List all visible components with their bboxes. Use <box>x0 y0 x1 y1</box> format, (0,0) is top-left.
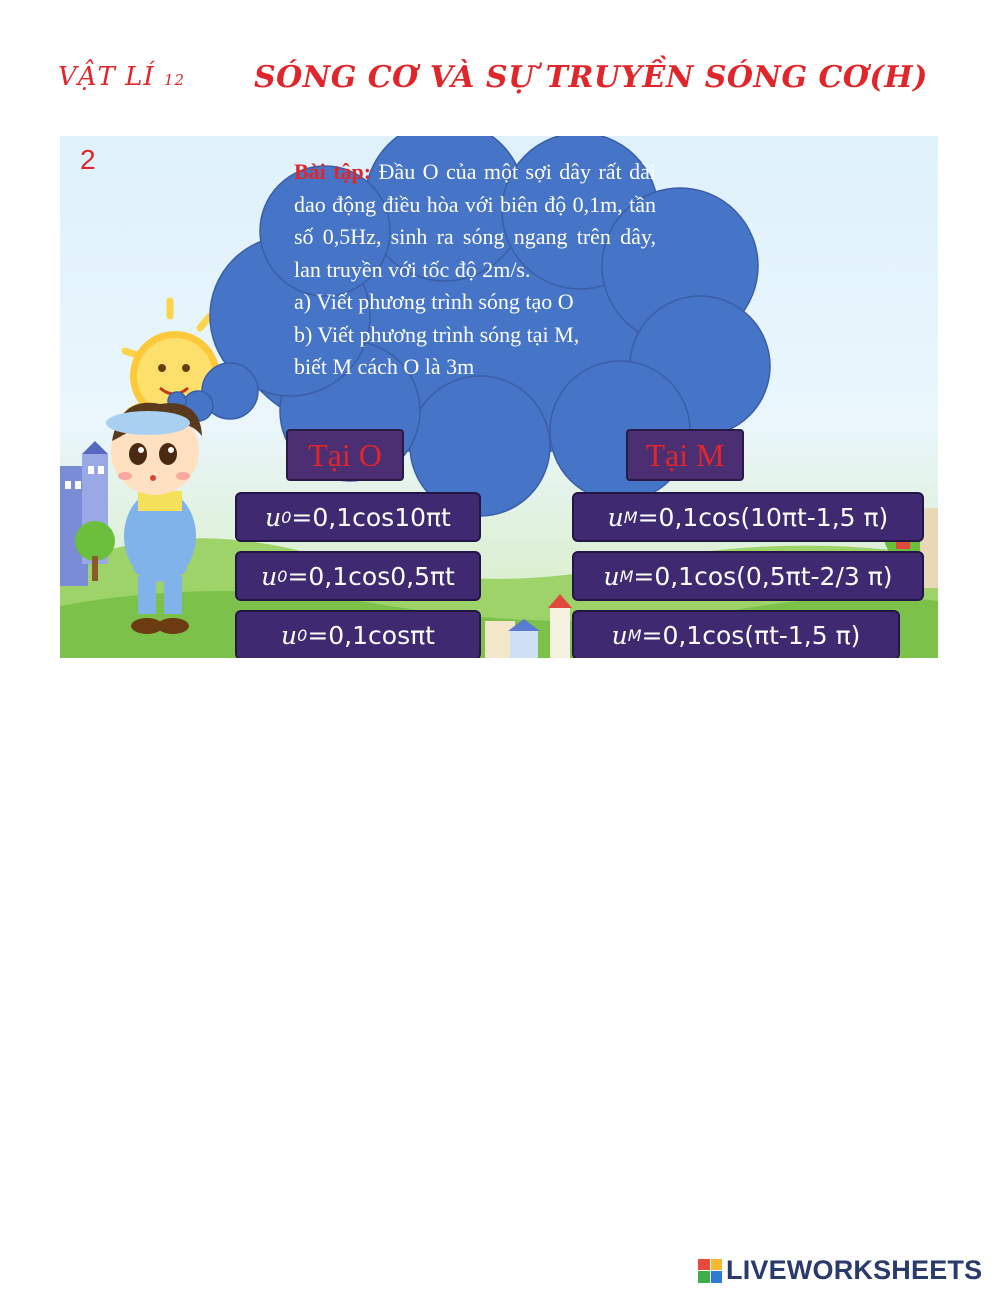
option-o-2[interactable] <box>235 551 481 601</box>
option-expr: =0,1cos(10πt-1,5 π) <box>637 502 889 532</box>
option-m-1[interactable] <box>572 492 924 542</box>
liveworksheets-mark-icon <box>698 1259 722 1283</box>
question-b-line2: biết M cách O là 3m <box>294 354 475 379</box>
option-sub: 0 <box>297 625 308 645</box>
heading-at-o: Tại O <box>286 429 404 481</box>
subject-name: VẬT LÍ <box>58 62 155 92</box>
slide-number: 2 <box>80 144 96 175</box>
option-expr: =0,1cos(πt-1,5 π) <box>641 620 861 650</box>
exercise-label: Bài tập: <box>294 159 372 184</box>
liveworksheets-logo[interactable] <box>698 1255 982 1286</box>
subject-title <box>58 62 185 92</box>
exercise-slide <box>60 136 938 658</box>
option-var: u <box>607 502 624 532</box>
option-o-3[interactable] <box>235 610 481 658</box>
question-a: a) Viết phương trình sóng tạo O <box>294 289 574 314</box>
option-var: u <box>603 561 620 591</box>
grade-number: 12 <box>163 71 186 89</box>
option-sub: M <box>619 566 634 586</box>
option-var: u <box>265 502 282 532</box>
option-o-1[interactable] <box>235 492 481 542</box>
option-var: u <box>261 561 278 591</box>
exercise-text-block <box>294 156 656 384</box>
exercise-statement: Đầu O của một sợi dây rất dài dao động điều hòa với biên độ 0,1m, tần số 0,5Hz, sinh ra sóng ngang trên dây, lan truyền với tốc độ 2m/s. <box>294 159 656 282</box>
option-sub: M <box>623 507 638 527</box>
option-expr: =0,1cosπt <box>307 620 435 650</box>
option-expr: =0,1cos(0,5πt-2/3 π) <box>633 561 893 591</box>
option-sub: 0 <box>277 566 288 586</box>
lesson-title: SÓNG CƠ VÀ SỰ TRUYỀN SÓNG CƠ(H) <box>254 60 928 95</box>
question-b-line1: b) Viết phương trình sóng tại M, <box>294 321 580 347</box>
option-var: u <box>281 620 298 650</box>
option-expr: =0,1cos10πt <box>291 502 451 532</box>
option-sub: M <box>627 625 642 645</box>
option-var: u <box>611 620 628 650</box>
option-m-2[interactable] <box>572 551 924 601</box>
option-m-3[interactable] <box>572 610 900 658</box>
option-sub: 0 <box>281 507 292 527</box>
heading-at-m: Tại M <box>626 429 744 481</box>
brand-name: LIVEWORKSHEETS <box>726 1255 983 1285</box>
option-expr: =0,1cos0,5πt <box>287 561 455 591</box>
